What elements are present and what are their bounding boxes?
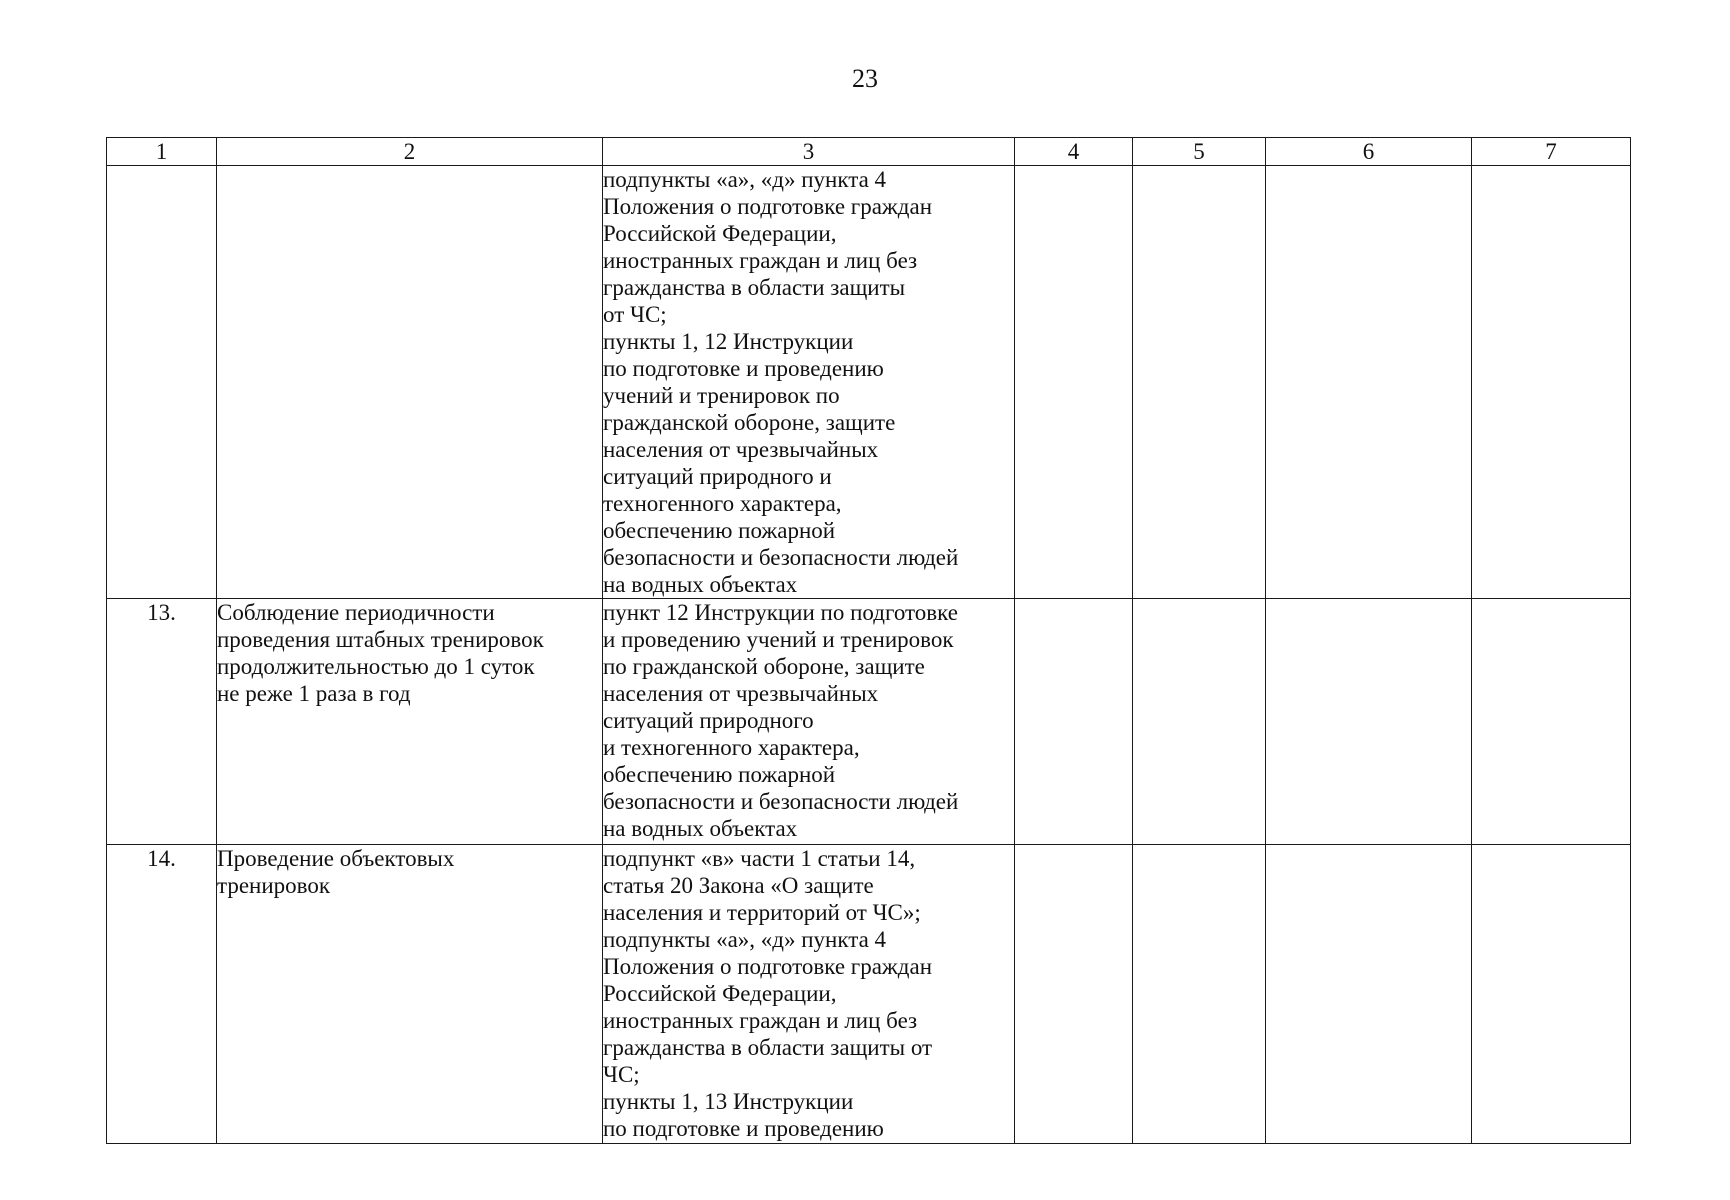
column-header-5: 5 <box>1133 138 1266 166</box>
legal-basis-cell: пункт 12 Инструкции по подготовке и проведению учений и тренировок по гражданской обороне, защите населения от чрезвычайных ситуаций природного и техногенного характера, обеспечению пожарной безопасности и безопасности людей на водных объектах <box>603 599 1015 845</box>
column-header-6: 6 <box>1266 138 1472 166</box>
column-header-3: 3 <box>603 138 1015 166</box>
empty-cell <box>1015 599 1133 845</box>
column-header-1: 1 <box>107 138 217 166</box>
empty-cell <box>1133 166 1266 599</box>
requirement-cell: Соблюдение периодичности проведения штабных тренировок продолжительностью до 1 суток не реже 1 раза в год <box>217 599 603 845</box>
table-row <box>107 599 1631 845</box>
empty-cell <box>1266 166 1472 599</box>
empty-cell <box>1266 599 1472 845</box>
requirements-table <box>106 137 1631 1144</box>
empty-cell <box>1266 845 1472 1144</box>
table-row <box>107 845 1631 1144</box>
empty-cell <box>1133 845 1266 1144</box>
table-header-row <box>107 138 1631 166</box>
empty-cell <box>1015 166 1133 599</box>
empty-cell <box>1472 845 1631 1144</box>
column-header-7: 7 <box>1472 138 1631 166</box>
legal-basis-cell: подпункт «в» части 1 статьи 14, статья 20 Закона «О защите населения и территорий от ЧС»; подпункты «а», «д» пункта 4 Положения о подготовке граждан Российской Федерации, иностранных граждан и лиц без гражданства в области защиты от ЧС; пункты 1, 13 Инструкции по подготовке и проведению <box>603 845 1015 1144</box>
legal-basis-cell: подпункты «а», «д» пункта 4 Положения о подготовке граждан Российской Федерации, иностранных граждан и лиц без гражданства в области защиты от ЧС; пункты 1, 12 Инструкции по подготовке и проведению учений и тренировок по гражданской обороне, защите населения от чрезвычайных ситуаций природного и техногенного характера, обеспечению пожарной безопасности и безопасности людей на водных объектах <box>603 166 1015 599</box>
row-number-cell <box>107 166 217 599</box>
empty-cell <box>1133 599 1266 845</box>
row-number-cell: 14. <box>107 845 217 1144</box>
table-row <box>107 166 1631 599</box>
requirement-cell: Проведение объектовых тренировок <box>217 845 603 1144</box>
page-number: 23 <box>852 64 878 93</box>
empty-cell <box>1472 166 1631 599</box>
requirement-cell <box>217 166 603 599</box>
row-number-cell: 13. <box>107 599 217 845</box>
column-header-4: 4 <box>1015 138 1133 166</box>
column-header-2: 2 <box>217 138 603 166</box>
empty-cell <box>1472 599 1631 845</box>
empty-cell <box>1015 845 1133 1144</box>
